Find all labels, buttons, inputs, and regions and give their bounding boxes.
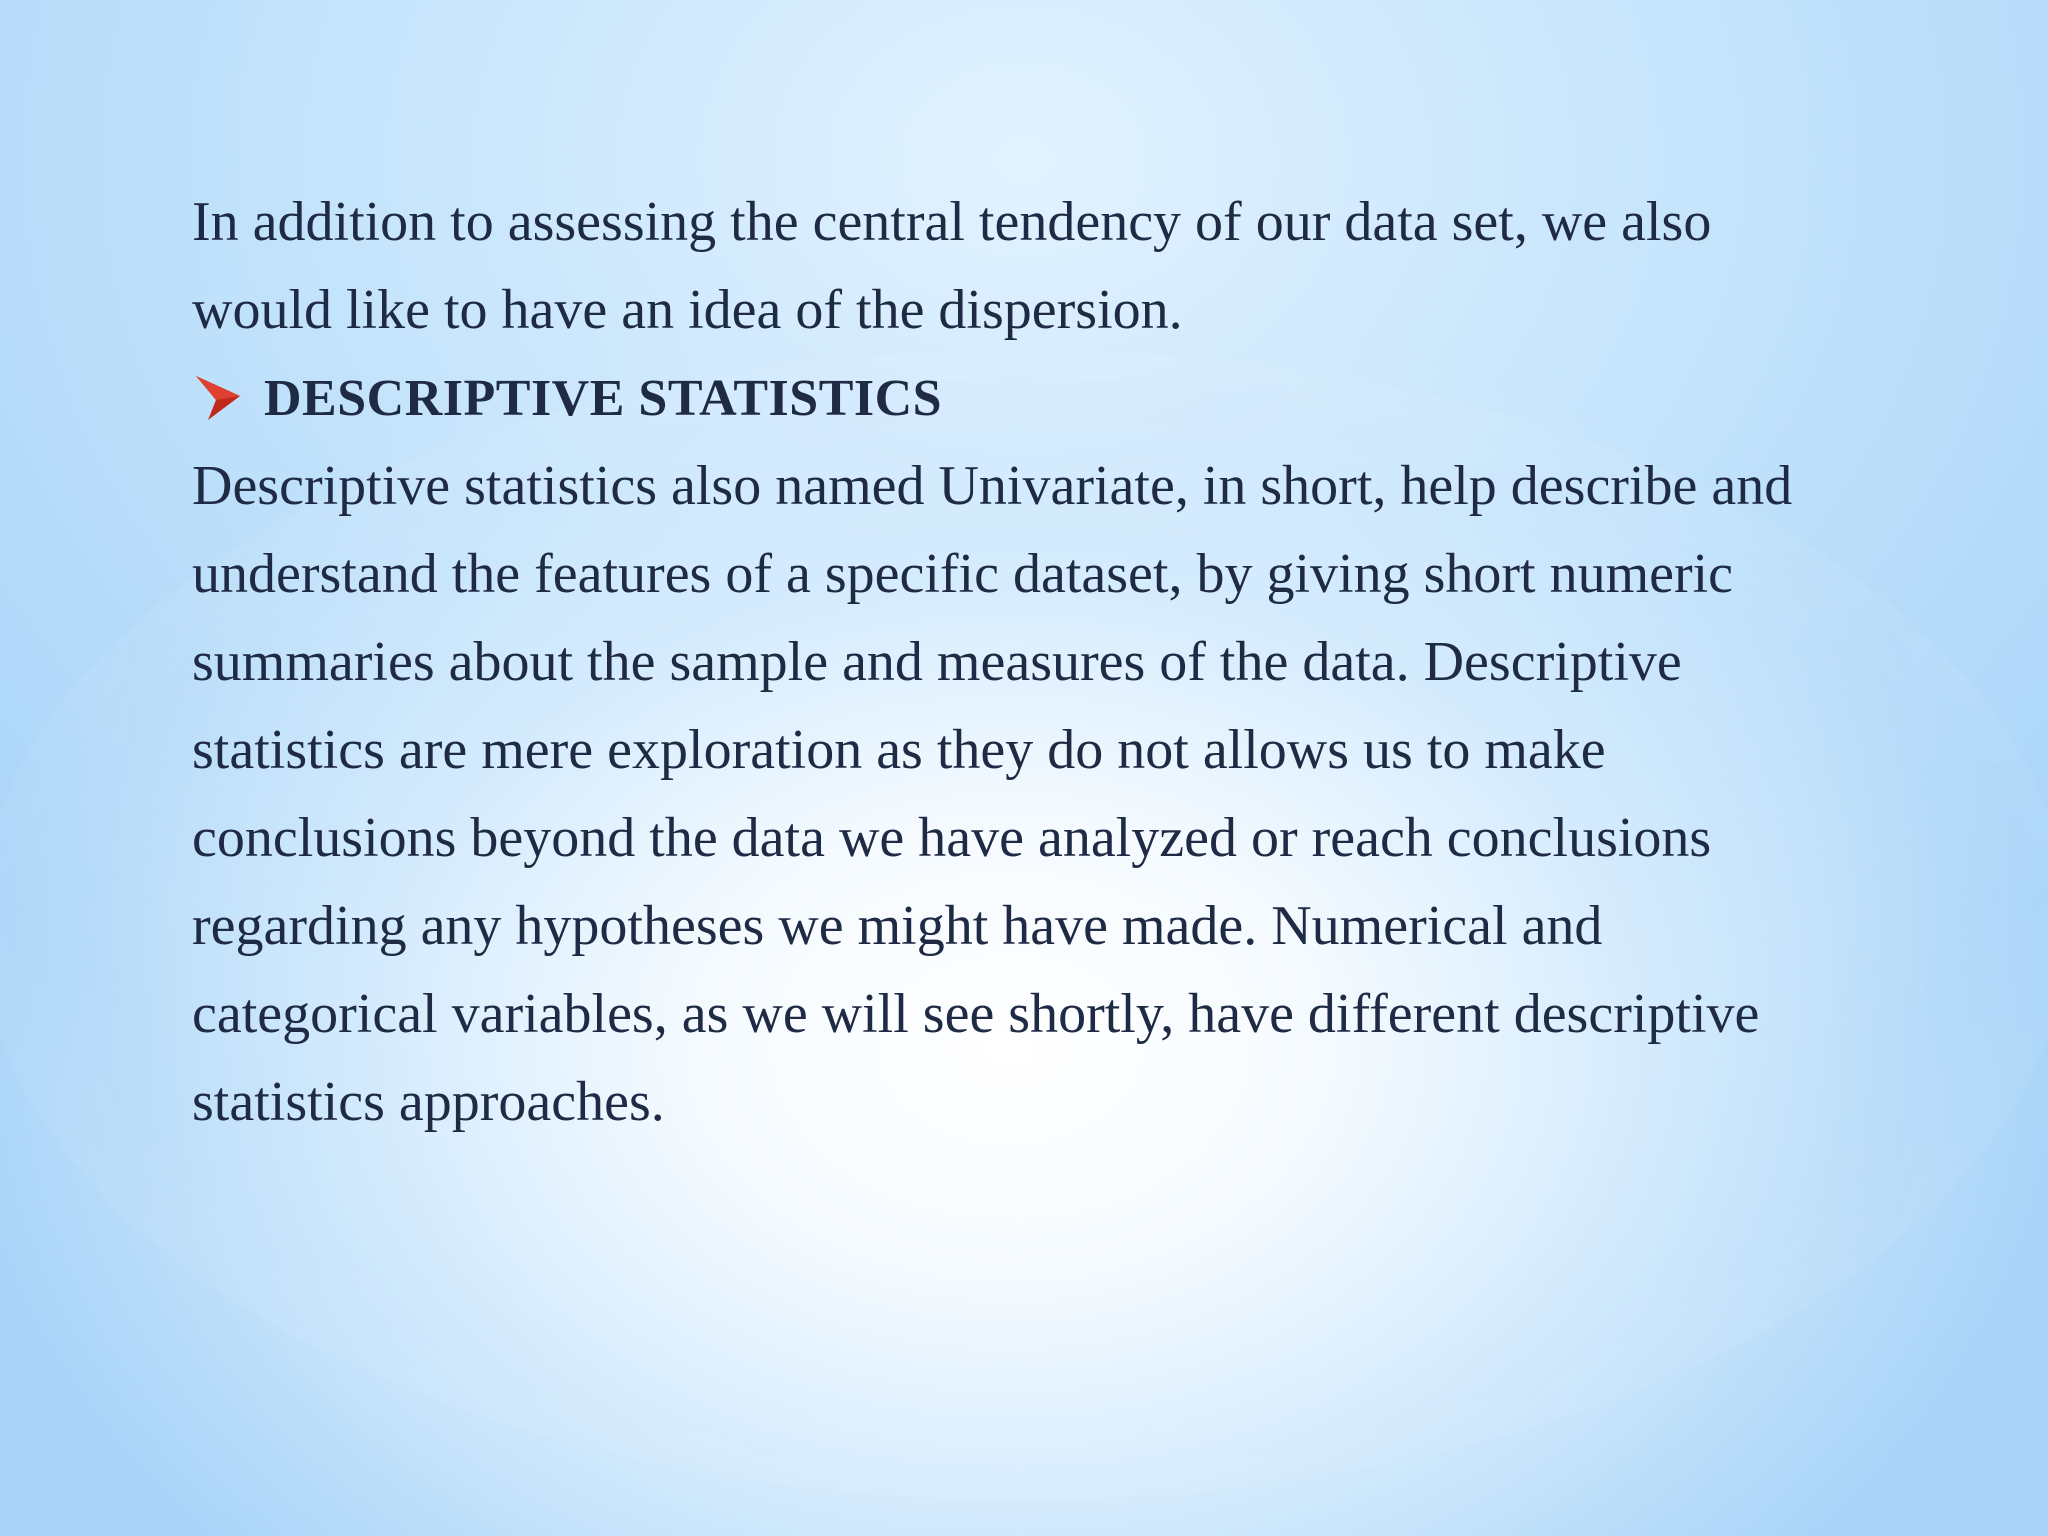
arrowhead-bullet-icon [194, 374, 242, 422]
intro-paragraph: In addition to assessing the central tendency of our data set, we also would like to have an idea of the dispersion. [192, 191, 1712, 341]
body-paragraph: Descriptive statistics also named Univariate, in short, help describe and understand the features of a specific dataset, by giving short numeric summaries about the sample and measures of the data. Descriptive statistics are mere exploration as they do not allows us to make conclusions beyond the data we have analyzed or reach conclusions regarding any hypotheses we might have made. Numerical and categorical variables, as we will see shortly, have different descriptive statistics approaches. [192, 455, 1793, 1133]
section-heading-text: DESCRIPTIVE STATISTICS [264, 369, 943, 427]
slide-content [192, 178, 1892, 1146]
section-heading [192, 354, 1892, 442]
